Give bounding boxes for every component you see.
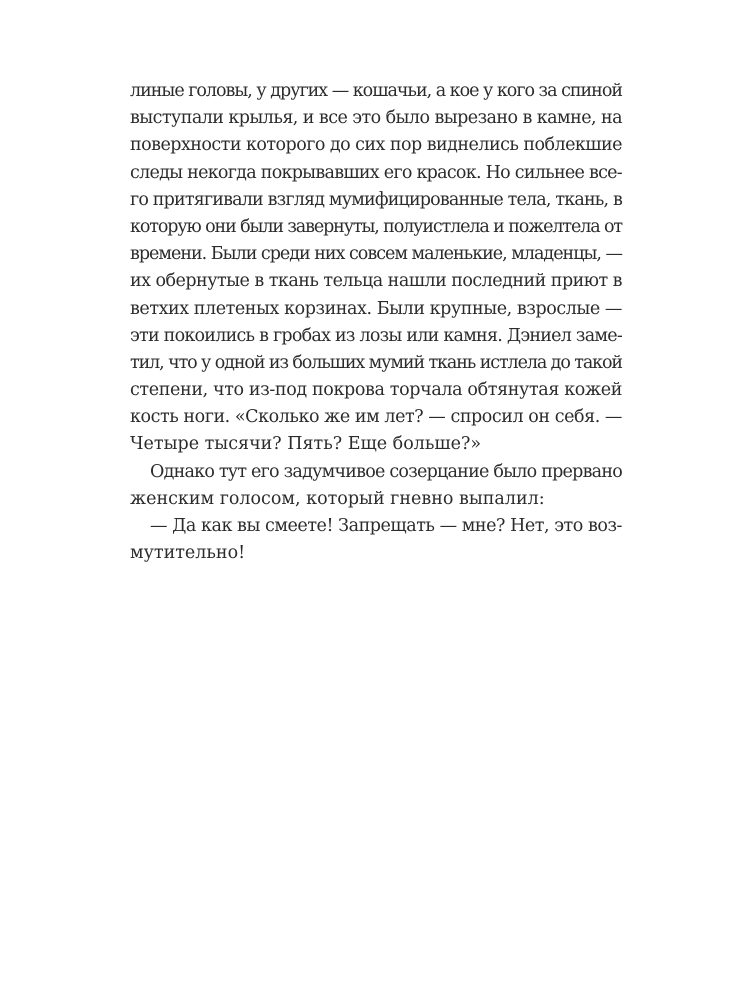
text-line: их обернутые в ткань тельца нашли последний приют в (130, 271, 622, 292)
body-text (130, 78, 622, 567)
text-line: следы некогда покрывавших его красок. Но сильнее все- (130, 162, 622, 183)
text-line: кость ноги. «Сколько же им лет? — спросил он себя. — (130, 407, 622, 428)
text-line: го притягивали взгляд мумифицированные тела, ткань, в (130, 189, 622, 210)
text-line: степени, что из-под покрова торчала обтянутая кожей (130, 380, 622, 401)
text-line: мутительно! (130, 543, 246, 564)
text-line: тил, что у одной из больших мумий ткань истлела до такой (130, 352, 622, 373)
text-line: женским голосом, который гневно выпалил: (130, 488, 545, 509)
text-line: — Да как вы смеете! Запрещать — мне? Нет, это воз- (150, 516, 622, 536)
text-line: поверхности которого до сих пор виднелись поблекшие (130, 135, 622, 156)
text-line: линые головы, у других — кошачьи, а кое у кого за спиной (130, 81, 622, 101)
text-line: времени. Были среди них совсем маленькие, младенцы, — (130, 244, 622, 265)
text-line: ветхих плетеных корзинах. Были крупные, взрослые — (130, 298, 622, 319)
text-line: выступали крылья, и все это было вырезано в камне, на (130, 108, 622, 129)
text-line: Четыре тысячи? Пять? Еще больше?» (130, 434, 482, 455)
text-line: которую они были завернуты, полуистлела и пожелтела от (130, 216, 622, 237)
text-line: Однако тут его задумчивое созерцание было прервано (150, 461, 622, 482)
text-line: эти покоились в гробах из лозы или камня. Дэниел заме- (130, 325, 622, 346)
